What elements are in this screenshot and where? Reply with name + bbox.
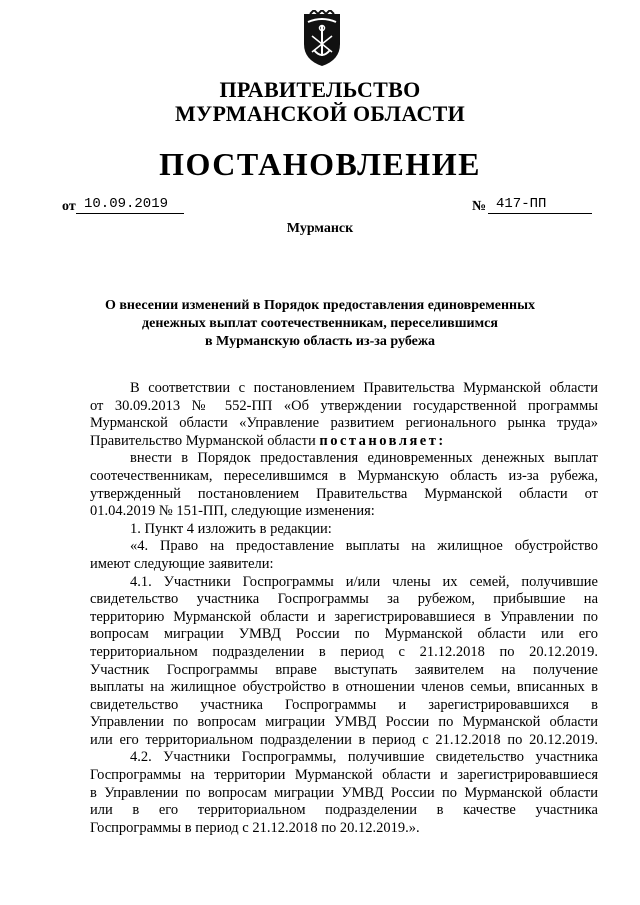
body-line: утвержденный постановлением Правительства Мурманской области от — [90, 485, 598, 502]
body-line: 4.1. Участники Госпрограммы и/или члены их семей, получившие — [130, 573, 598, 590]
body-line: Участник Госпрограммы вправе выступать заявителем на получение — [90, 661, 598, 678]
body-line: 1. Пункт 4 изложить в редакции: — [130, 520, 332, 537]
government-title — [0, 78, 640, 126]
body-line: 01.04.2019 № 151-ПП, следующие изменения: — [90, 503, 375, 520]
decree-number: 417-ПП — [488, 195, 592, 214]
body-line: Мурманской области «Управление развитием регионального рынка труда» — [90, 415, 598, 432]
body-line: 4.2. Участники Госпрограммы, получившие свидетельство участника — [130, 749, 598, 766]
body-line: от 30.09.2013 № 552-ПП «Об утверждении государственной программы — [90, 397, 598, 414]
city: Мурманск — [286, 221, 354, 236]
body-line: В соответствии с постановлением Правительства Мурманской области — [130, 380, 598, 396]
number-label: № — [472, 199, 487, 214]
body-line: территорию Мурманской области и зарегистрировавшиеся в Управлении по — [90, 608, 598, 625]
body-line: или в его территориальном подразделении в качестве участника — [90, 802, 598, 819]
date-label: от — [62, 199, 76, 214]
body-line: имеют следующие заявители: — [90, 555, 274, 572]
body-line: вопросам миграции УМВД России по Мурманской области или его — [90, 626, 598, 643]
body-line: выплаты на жилищное обустройство в отношении членов семьи, вписанных в — [90, 679, 598, 696]
decree-body — [90, 380, 598, 837]
body-line: свидетельство участника Госпрограммы и зарегистрировавшихся в — [90, 696, 598, 713]
decree-date: 10.09.2019 — [76, 195, 184, 214]
decree-resolution-word: постановляет: — [319, 432, 446, 449]
government-line-1: ПРАВИТЕЛЬСТВО — [219, 77, 421, 102]
body-line: соотечественникам, переселившимся в Мурманскую область из-за рубежа, — [90, 467, 598, 484]
body-line: или его территориальном подразделении в период с 21.12.2018 по 20.12.2019. — [90, 731, 598, 748]
body-line: «4. Право на предоставление выплаты на жилищное обустройство — [130, 538, 598, 555]
body-line: Управлении по вопросам миграции УМВД России по Мурманской области — [90, 714, 598, 731]
body-line: Госпрограммы в период с 21.12.2018 по 20.12.2019.». — [90, 819, 420, 836]
body-line: внести в Порядок предоставления единовременных денежных выплат — [130, 450, 598, 467]
subject-line-3: в Мурманскую область из-за рубежа — [204, 334, 436, 349]
coat-of-arms-icon — [300, 10, 344, 68]
body-line: Госпрограммы на территории Мурманской области и зарегистрировавшиеся — [90, 767, 598, 784]
body-line: в Управлении по вопросам миграции УМВД России по Мурманской области — [90, 784, 598, 801]
decree-subject — [0, 297, 640, 351]
government-line-2: МУРМАНСКОЙ ОБЛАСТИ — [174, 101, 466, 126]
body-text: Правительство Мурманской области — [90, 432, 316, 449]
body-line: свидетельство участника Госпрограммы за рубежом, прибывшие на — [90, 591, 598, 608]
document-type: ПОСТАНОВЛЕНИЕ — [159, 146, 481, 182]
body-line: территориальном подразделении в период с 21.12.2018 по 20.12.2019. — [90, 643, 598, 660]
body-line — [90, 433, 598, 451]
subject-line-2: денежных выплат соотечественникам, переселившимся — [142, 316, 498, 331]
subject-line-1: О внесении изменений в Порядок предоставления единовременных — [104, 298, 536, 313]
